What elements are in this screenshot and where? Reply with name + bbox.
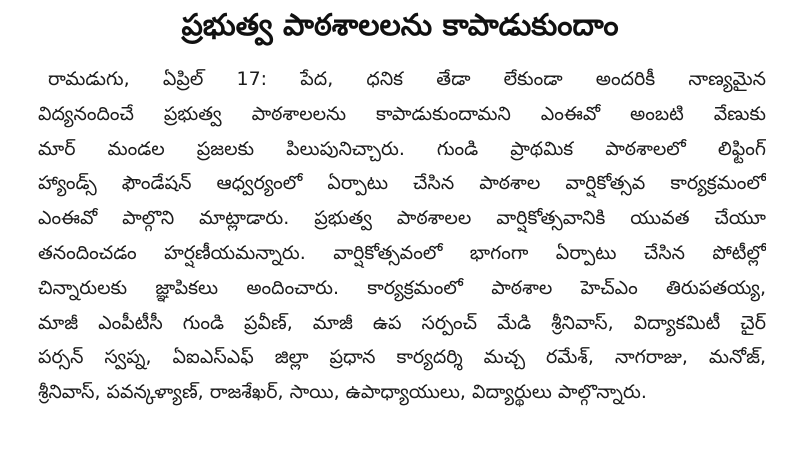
body-line: చిన్నారులకు జ్ఞాపికలు అందించారు. కార్యక్రమంలో పాఠశాల హెచ్ఎం తిరుపతయ్య, <box>38 276 766 299</box>
article-body <box>38 62 766 410</box>
body-line: తనందించడం హర్షణీయమన్నారు. వార్షికోత్సవంలో భాగంగా ఏర్పాటు చేసిన పోటీల్లో <box>38 241 766 264</box>
body-line: హ్యాండ్స్ ఫౌండేషన్ ఆధ్వర్యంలో ఏర్పాటు చేసిన పాఠశాల వార్షికోత్సవ కార్యక్రమంలో <box>38 172 766 195</box>
body-line: ఎంఈవో పాల్గొని మాట్లాడారు. ప్రభుత్వ పాఠశాలల వార్షికోత్సవానికి యువత చేయూ <box>38 207 766 230</box>
body-line: విద్యనందించే ప్రభుత్వ పాఠశాలలను కాపాడుకుందామని ఎంఈవో అంబటి వేణుకు <box>38 102 766 125</box>
body-line: రామడుగు, ఏప్రిల్ 17: పేద, ధనిక తేడా లేకుండా అందరికీ నాణ్యమైన <box>48 68 766 90</box>
body-line: శ్రీనివాస్, పవన్కళ్యాణ్, రాజశేఖర్, సాయి, ఉపాధ్యాయులు, విద్యార్థులు పాల్గొన్నారు. <box>38 381 647 404</box>
body-line: మాజీ ఎంపీటీసీ గుండి ప్రవీణ్, మాజీ ఉప సర్పంచ్ మేడి శ్రీనివాస్, విద్యాకమిటీ చైర్ <box>38 311 766 334</box>
body-line: మార్ మండల ప్రజలకు పిలుపునిచ్చారు. గుండి ప్రాథమిక పాఠశాలలో లిఫ్టింగ్ <box>38 137 766 160</box>
headline: ప్రభుత్వ పాఠశాలలను కాపాడుకుందాం <box>181 8 619 43</box>
body-line: పర్సన్ స్వప్న, ఏఐఎస్ఎఫ్ జిల్లా ప్రధాన కార్యదర్శి మచ్చ రమేశ్, నాగరాజు, మనోజ్, <box>38 346 766 369</box>
